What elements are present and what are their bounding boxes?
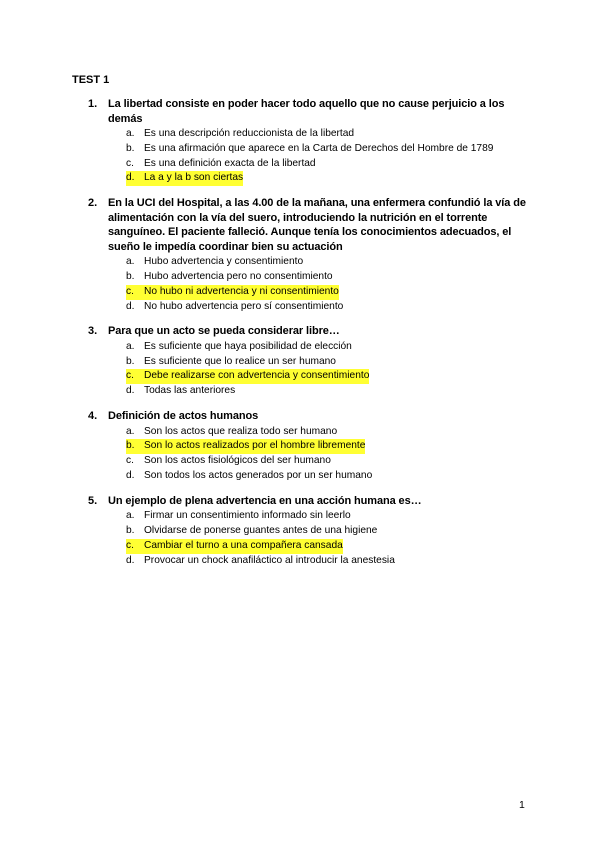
question-text: Definición de actos humanos [108, 410, 259, 423]
question-text: Un ejemplo de plena advertencia en una acción humana es… [108, 494, 422, 507]
option-text: Hubo advertencia pero no consentimiento [144, 270, 333, 282]
option-c [72, 157, 528, 172]
option-letter: d. [126, 300, 135, 312]
option-c-highlighted [72, 369, 528, 384]
option-letter: c. [126, 285, 144, 300]
option-b [72, 355, 528, 370]
option-letter: a. [126, 510, 135, 522]
option-d [72, 469, 528, 484]
option-text: Cambiar el turno a una compañera cansada [144, 539, 343, 554]
test-title: TEST 1 [72, 74, 110, 86]
option-c-highlighted [72, 539, 528, 554]
option-a [72, 340, 528, 355]
question-number: 2. [88, 197, 98, 210]
option-letter: b. [126, 355, 135, 367]
option-text: Son lo actos realizados por el hombre libremente [144, 439, 365, 454]
option-letter: d. [126, 554, 135, 566]
option-d [72, 384, 528, 399]
option-letter: b. [126, 270, 135, 282]
option-text: Debe realizarse con advertencia y consentimiento [144, 369, 369, 384]
option-text: Olvidarse de ponerse guantes antes de una higiene [144, 525, 378, 537]
option-letter: a. [126, 128, 135, 139]
option-text: Es una definición exacta de la libertad [144, 157, 316, 169]
page-number: 1 [519, 799, 525, 811]
question-stem [72, 409, 528, 424]
question-text: Para que un acto se pueda considerar libre… [108, 325, 340, 338]
option-list [72, 127, 528, 186]
option-a [72, 127, 528, 142]
option-c [72, 454, 528, 469]
question-number: 3. [88, 325, 98, 338]
option-letter: b. [126, 439, 144, 454]
question-stem [72, 494, 528, 509]
option-text: Es suficiente que haya posibilidad de elección [144, 340, 352, 352]
question-stem [72, 196, 528, 254]
question-stem [72, 97, 528, 126]
option-text: Es una descripción reduccionista de la libertad [144, 128, 355, 139]
option-text: Provocar un chock anafiláctico al introducir la anestesia [144, 554, 395, 566]
option-list [72, 509, 528, 568]
option-d [72, 300, 528, 315]
option-text: Son todos los actos generados por un ser humano [144, 469, 373, 481]
option-b [72, 524, 528, 539]
option-letter: c. [126, 157, 134, 169]
option-c-highlighted [72, 285, 528, 300]
option-text: La a y la b son ciertas [144, 171, 243, 186]
option-b [72, 270, 528, 285]
option-text: Son los actos que realiza todo ser humano [144, 425, 338, 437]
option-letter: d. [126, 469, 135, 481]
option-letter: b. [126, 525, 135, 537]
question-3 [72, 324, 528, 399]
question-number: 1. [88, 98, 98, 110]
option-a [72, 509, 528, 524]
option-list [72, 255, 528, 314]
option-letter: a. [126, 425, 135, 437]
option-list [72, 340, 528, 399]
option-text: Firmar un consentimiento informado sin leerlo [144, 510, 351, 522]
option-text: Es suficiente que lo realice un ser humano [144, 355, 336, 367]
question-1 [72, 97, 528, 186]
option-letter: c. [126, 369, 144, 384]
option-letter: d. [126, 385, 135, 397]
question-text: En la UCI del Hospital, a las 4.00 de la mañana, una enfermera confundió la vía de alimentación con la vía del suero, introduciendo la nutrición en el torrente sanguíneo. El paciente falleció. Aunque tenía los conocimientos adecuados, el sueño le impedía coordinar bien su actuación [108, 197, 526, 253]
option-text: No hubo advertencia pero sí consentimiento [144, 300, 344, 312]
option-text: Hubo advertencia y consentimiento [144, 256, 304, 268]
option-text: No hubo ni advertencia y ni consentimiento [144, 285, 339, 300]
option-list [72, 425, 528, 484]
question-number: 4. [88, 410, 98, 423]
option-b [72, 142, 528, 157]
question-2 [72, 196, 528, 314]
option-letter: a. [126, 340, 135, 352]
option-a [72, 425, 528, 440]
option-d [72, 554, 528, 569]
option-text: Es una afirmación que aparece en la Carta de Derechos del Hombre de 1789 [144, 142, 494, 154]
option-letter: b. [126, 142, 135, 154]
option-d-highlighted [72, 171, 528, 186]
option-letter: a. [126, 256, 135, 268]
option-b-highlighted [72, 439, 528, 454]
option-text: Todas las anteriores [144, 385, 236, 397]
question-list [72, 97, 528, 578]
option-letter: c. [126, 455, 134, 467]
question-5 [72, 494, 528, 569]
question-text: La libertad consiste en poder hacer todo aquello que no cause perjuicio a los demás [108, 98, 505, 125]
option-text: Son los actos fisiológicos del ser humano [144, 455, 331, 467]
question-4 [72, 409, 528, 484]
question-stem [72, 324, 528, 339]
option-a [72, 255, 528, 270]
option-letter: d. [126, 171, 144, 186]
option-letter: c. [126, 539, 144, 554]
question-number: 5. [88, 494, 98, 507]
